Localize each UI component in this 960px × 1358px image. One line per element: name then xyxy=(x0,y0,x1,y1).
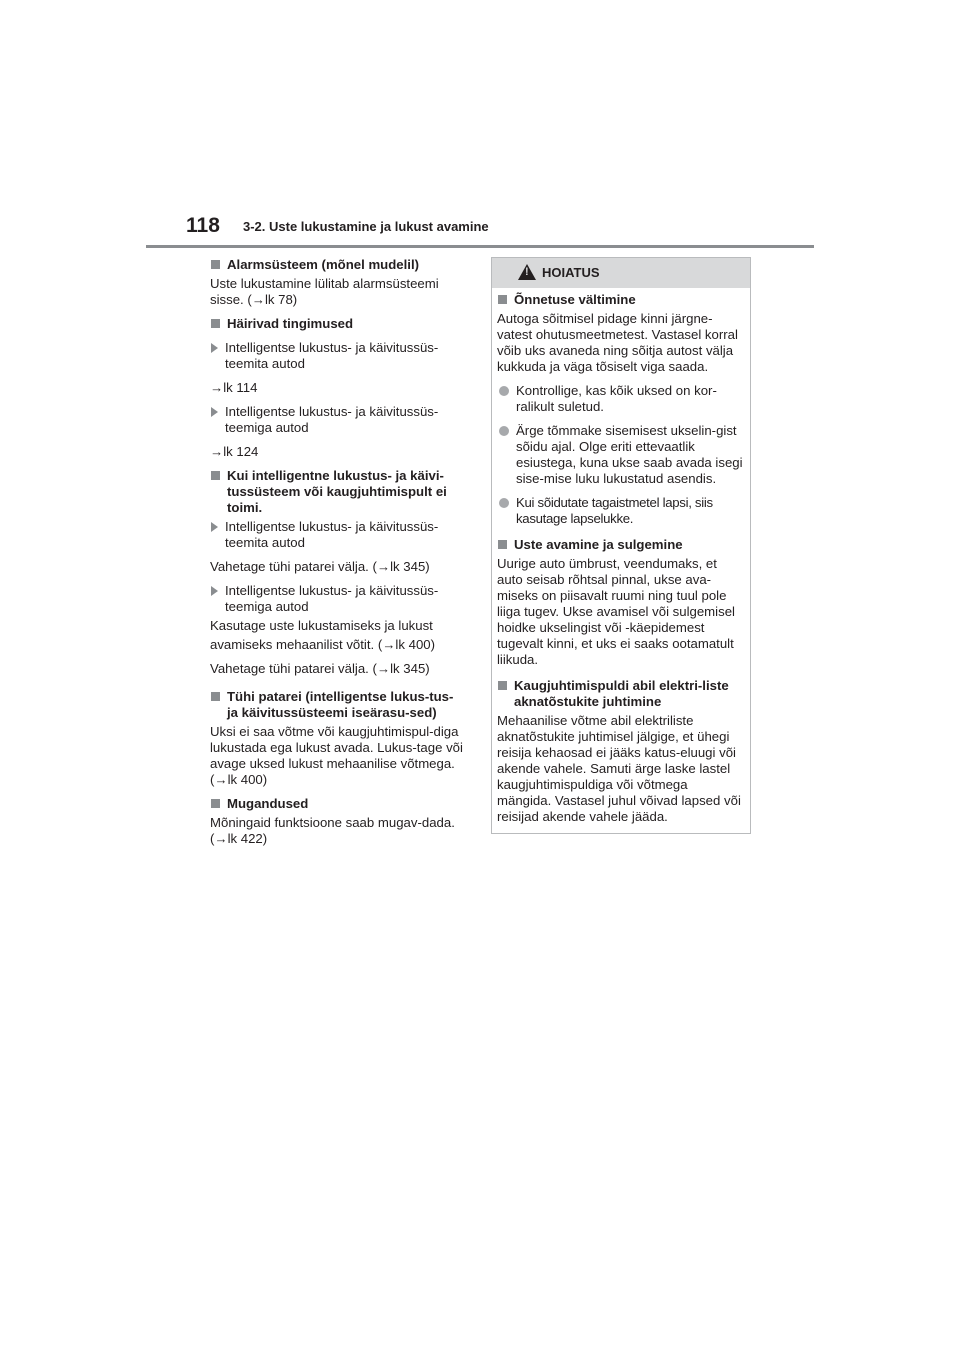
section-heading: Kui intelligentne lukustus- ja käivi-tussüsteem või kaugjuhtimispult ei toimi. xyxy=(227,468,447,515)
section-dead-battery xyxy=(210,689,467,788)
square-bullet-icon xyxy=(211,471,220,480)
triangle-bullet-icon xyxy=(211,522,218,532)
section-heading: Õnnetuse vältimine xyxy=(514,292,636,307)
square-bullet-icon xyxy=(498,295,507,304)
body-text: Uksi ei saa võtme või kaugjuhtimispul-diga lukustada ega lukust avada. Lukus-tage või avage uksed lukust mehaanilise võtmega. (→lk 400) xyxy=(210,724,463,787)
page-number: 118 xyxy=(186,214,220,237)
section-title: 3-2. Uste lukustamine ja lukust avamine xyxy=(243,219,489,234)
page-reference: →lk 124 xyxy=(210,444,259,459)
circle-bullet-icon xyxy=(499,426,509,436)
section-heading: Mugandused xyxy=(227,796,309,811)
list-item: Ärge tõmmake sisemisest ukselin-gist sõidu ajal. Olge eriti ettevaatlik esiustega, kuna ukse saab avada isegi sise-mise luku lukustatud asendis. xyxy=(516,423,743,486)
circle-bullet-icon xyxy=(499,498,509,508)
circle-bullet-icon xyxy=(499,386,509,396)
body-text: Vahetage tühi patarei välja. (→lk 345) xyxy=(210,661,430,676)
header-divider xyxy=(146,245,814,248)
warning-box xyxy=(491,257,751,834)
square-bullet-icon xyxy=(211,260,220,269)
warning-icon xyxy=(518,264,536,280)
list-item: Intelligentse lukustus- ja käivitussüs-teemiga autod xyxy=(225,583,439,614)
section-heading: Alarmsüsteem (mõnel mudelil) xyxy=(227,257,419,272)
square-bullet-icon xyxy=(498,681,507,690)
square-bullet-icon xyxy=(211,692,220,701)
body-text: Mehaanilise võtme abil elektriliste aknatõstukite juhtimisel jälgige, et ühegi reisija kehaosad ei jääks katus-eluugi või akende vahele. Samuti ärge laske lastel kaugjuhtimispuldiga või võtmega mängida. Vastasel juhul võivad lapsed või reisijad akende vahele jääda. xyxy=(497,713,741,824)
triangle-bullet-icon xyxy=(211,343,218,353)
list-item: Intelligentse lukustus- ja käivitussüs-teemita autod xyxy=(225,340,439,371)
warning-section xyxy=(497,678,745,825)
warning-header xyxy=(492,258,750,288)
square-bullet-icon xyxy=(211,319,220,328)
triangle-bullet-icon xyxy=(211,586,218,596)
body-text: avamiseks mehaanilist võtit. (→lk 400) xyxy=(210,637,435,652)
section-heading: Kaugjuhtimispuldi abil elektri-liste aknatõstukite juhtimine xyxy=(514,678,729,709)
body-text: Uurige auto ümbrust, veendumaks, et auto seisab rõhtsal pinnal, ukse ava-miseks on piisavalt ruumi ning tuul pole liiga tugev. Ukse avamisel või sulgemisel hoidke ukselingist või -käepidemest tugevalt kinni, et uks ei saaks ootamatult liikuda. xyxy=(497,556,735,667)
list-item: Kontrollige, kas kõik uksed on kor-ralikult suletud. xyxy=(516,383,717,414)
body-text: Autoga sõitmisel pidage kinni järgne-vatest ohutusmeetmetest. Vastasel korral võib uks avaneda ning sõitja autost välja kukkuda ja väga tõsiselt viga saada. xyxy=(497,311,738,374)
page-reference: →lk 114 xyxy=(210,380,258,395)
triangle-bullet-icon xyxy=(211,407,218,417)
body-text: Vahetage tühi patarei välja. (→lk 345) xyxy=(210,559,430,574)
section-customization xyxy=(210,796,467,847)
square-bullet-icon xyxy=(211,799,220,808)
body-text: Kasutage uste lukustamiseks ja lukust xyxy=(210,618,433,633)
list-item: Kui sõidutate tagaistmetel lapsi, siis kasutage lapselukke. xyxy=(516,495,713,526)
section-heading: Uste avamine ja sulgemine xyxy=(514,537,683,552)
section-not-working xyxy=(210,468,467,677)
warning-body xyxy=(492,288,750,833)
warning-title: HOIATUS xyxy=(542,265,600,280)
section-interference xyxy=(210,316,467,460)
list-item: Intelligentse lukustus- ja käivitussüs-teemiga autod xyxy=(225,404,439,435)
section-alarm xyxy=(210,257,467,308)
section-heading: Häirivad tingimused xyxy=(227,316,354,331)
square-bullet-icon xyxy=(498,540,507,549)
warning-section xyxy=(497,537,745,668)
section-heading: Tühi patarei (intelligentse lukus-tus- ja käivitussüsteemi iseärasu-sed) xyxy=(227,689,454,720)
left-column xyxy=(210,257,467,847)
list-item: Intelligentse lukustus- ja käivitussüs-teemita autod xyxy=(225,519,439,550)
body-text: Uste lukustamine lülitab alarmsüsteemi sisse. (→lk 78) xyxy=(210,276,439,307)
warning-section xyxy=(497,292,745,527)
body-text: Mõningaid funktsioone saab mugav-dada. (→lk 422) xyxy=(210,815,455,846)
